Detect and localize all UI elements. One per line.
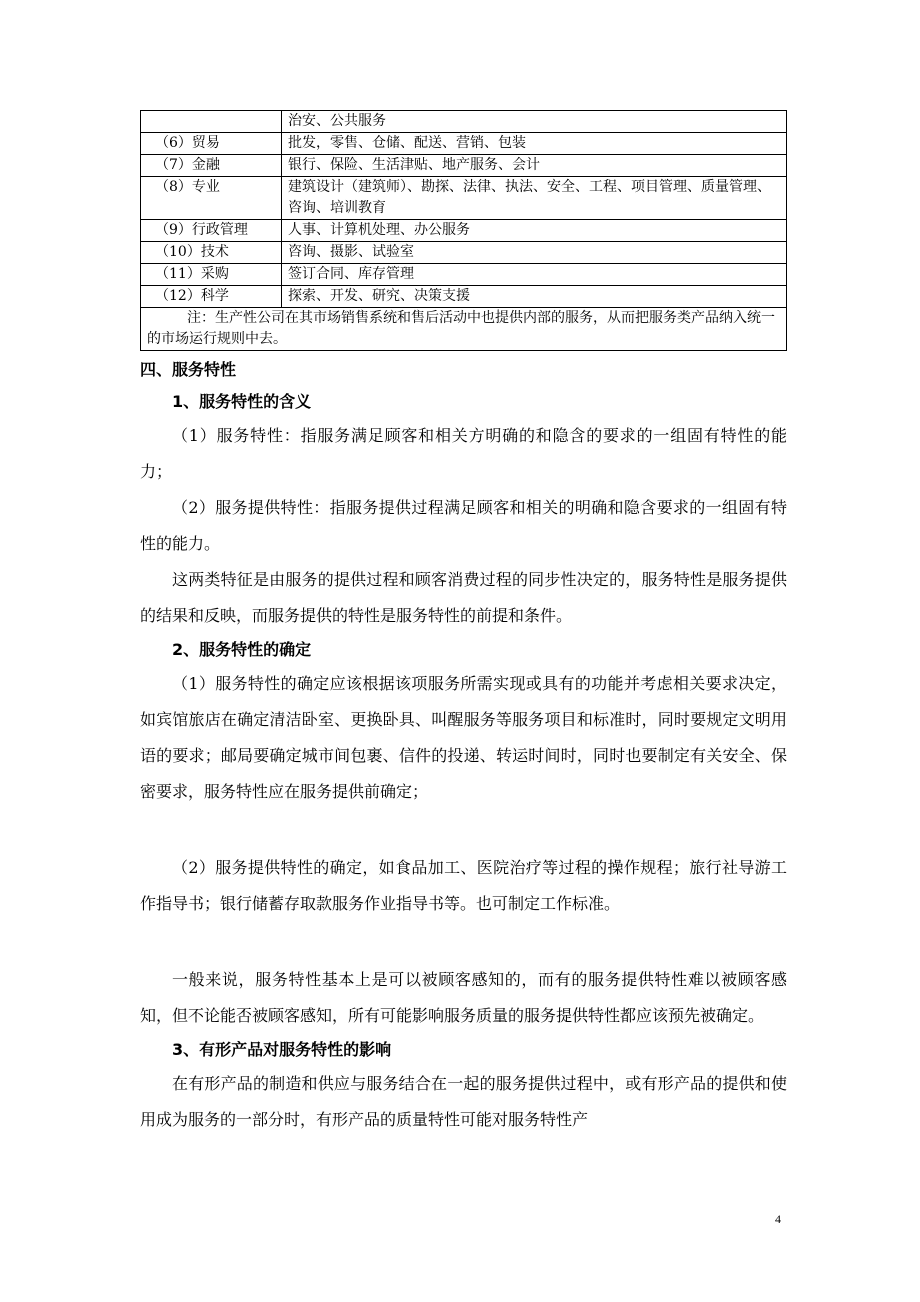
category-cell: （12）科学: [141, 286, 282, 308]
spacer: [140, 810, 787, 850]
table-row: [141, 133, 787, 155]
category-cell: （10）技术: [141, 242, 282, 264]
paragraph: 在有形产品的制造和供应与服务结合在一起的服务提供过程中，或有形产品的提供和使用成为服务的一部分时，有形产品的质量特性可能对服务特性产: [140, 1074, 787, 1129]
spacer: [140, 922, 787, 962]
table-row: [141, 286, 787, 308]
page-number: 4: [775, 1212, 781, 1226]
content-cell: 建筑设计（建筑师）、勘探、法律、执法、安全、工程、项目管理、质量管理、咨询、培训教育: [282, 177, 787, 220]
paragraph: 一般来说，服务特性基本上是可以被顾客感知的，而有的服务提供特性难以被顾客感知，但不论能否被顾客感知，所有可能影响服务质量的服务提供特性都应该预先被确定。: [140, 970, 787, 1025]
table-note: 注：生产性公司在其市场销售系统和售后活动中也提供内部的服务，从而把服务类产品纳入统一的市场运行规则中去。: [141, 308, 787, 351]
category-cell: [141, 111, 282, 133]
paragraph: （2）服务提供特性的确定，如食品加工、医院治疗等过程的操作规程；旅行社导游工作指导书；银行储蓄存取款服务作业指导书等。也可制定工作标准。: [140, 858, 787, 913]
content-cell: 探索、开发、研究、决策支援: [282, 286, 787, 308]
subsection-1-title: 1、服务特性的含义: [172, 392, 312, 411]
table-row: [141, 220, 787, 242]
paragraph: （2）服务提供特性：指服务提供过程满足顾客和相关的明确和隐含要求的一组固有特性的能力。: [140, 498, 787, 553]
document-body: [140, 354, 787, 1138]
table-note-row: [141, 308, 787, 351]
service-category-table: [140, 110, 787, 351]
table-row: [141, 264, 787, 286]
table-row: [141, 242, 787, 264]
section-title: 四、服务特性: [140, 360, 237, 379]
table-row: [141, 177, 787, 220]
content-cell: 银行、保险、生活津贴、地产服务、会计: [282, 155, 787, 177]
content-cell: 咨询、摄影、试验室: [282, 242, 787, 264]
content-cell: 签订合同、库存管理: [282, 264, 787, 286]
content-cell: 批发，零售、仓储、配送、营销、包装: [282, 133, 787, 155]
paragraph: （1）服务特性：指服务满足顾客和相关方明确的和隐含的要求的一组固有特性的能力；: [140, 426, 787, 481]
category-cell: （11）采购: [141, 264, 282, 286]
category-cell: （9）行政管理: [141, 220, 282, 242]
paragraph: （1）服务特性的确定应该根据该项服务所需实现或具有的功能并考虑相关要求决定，如宾馆旅店在确定清洁卧室、更换卧具、叫醒服务等服务项目和标准时，同时要规定文明用语的要求；邮局要确定城市间包裹、信件的投递、转运时间时，同时也要制定有关安全、保密要求，服务特性应在服务提供前确定；: [140, 674, 787, 801]
content-cell: 治安、公共服务: [282, 111, 787, 133]
table-row: [141, 111, 787, 133]
paragraph: 这两类特征是由服务的提供过程和顾客消费过程的同步性决定的，服务特性是服务提供的结果和反映，而服务提供的特性是服务特性的前提和条件。: [140, 570, 787, 625]
category-cell: （8）专业: [141, 177, 282, 220]
subsection-2-title: 2、服务特性的确定: [172, 640, 312, 659]
subsection-3-title: 3、有形产品对服务特性的影响: [172, 1040, 392, 1059]
category-cell: （7）金融: [141, 155, 282, 177]
category-cell: （6）贸易: [141, 133, 282, 155]
content-cell: 人事、计算机处理、办公服务: [282, 220, 787, 242]
table-row: [141, 155, 787, 177]
